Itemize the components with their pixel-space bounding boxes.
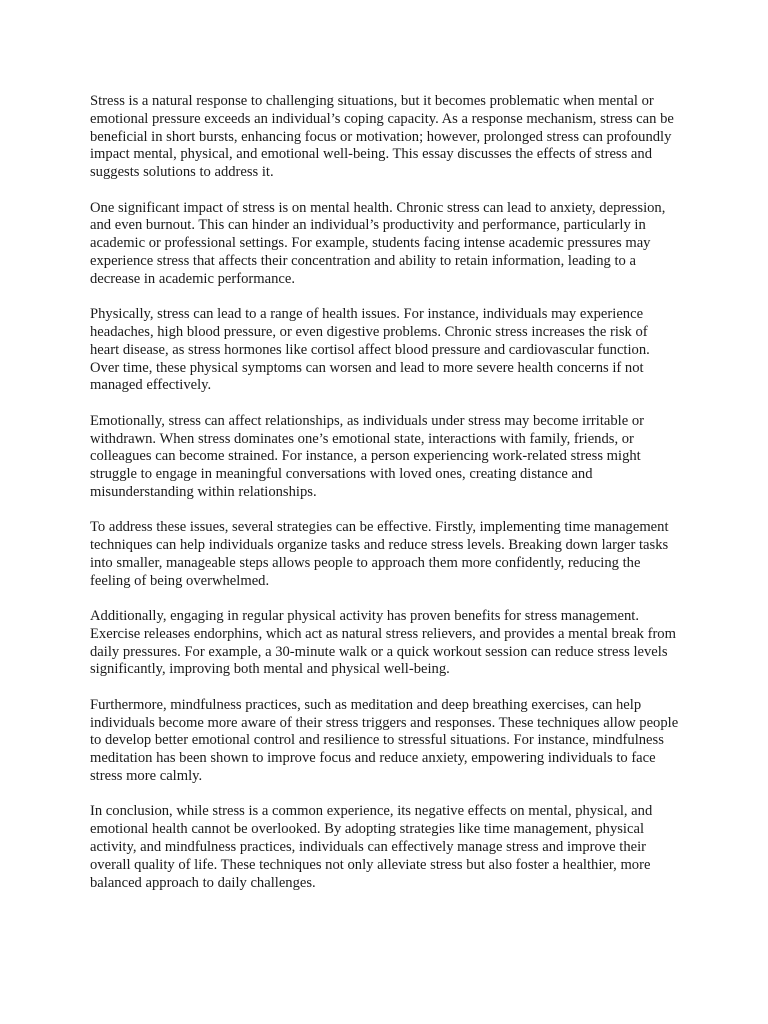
paragraph-physical-activity: Additionally, engaging in regular physical activity has proven benefits for stress management. Exercise releases endorphins, which act as natural stress relievers, and provides a mental break from daily pressures. For example, a 30-minute walk or a quick workout session can reduce stress levels significantly, improving both mental and physical well-being.: [90, 608, 676, 678]
paragraph-physical-health: Physically, stress can lead to a range of health issues. For instance, individuals may experience headaches, high blood pressure, or even digestive problems. Chronic stress increases the risk of heart disease, as stress hormones like cortisol affect blood pressure and cardiovascular function. Over time, these physical symptoms can worsen and lead to more severe health concerns if not managed effectively.: [90, 306, 650, 394]
paragraph-introduction: Stress is a natural response to challenging situations, but it becomes problematic when mental or emotional pressure exceeds an individual’s coping capacity. As a response mechanism, stress can be beneficial in short bursts, enhancing focus or motivation; however, prolonged stress can profoundly impact mental, physical, and emotional well-being. This essay discusses the effects of stress and suggests solutions to address it.: [90, 93, 674, 181]
paragraph-mindfulness: Furthermore, mindfulness practices, such as meditation and deep breathing exercises, can help individuals become more aware of their stress triggers and responses. These techniques allow people to develop better emotional control and resilience to stressful situations. For instance, mindfulness meditation has been shown to improve focus and reduce anxiety, empowering individuals to face stress more calmly.: [90, 696, 679, 785]
paragraph-emotional-health: Emotionally, stress can affect relationships, as individuals under stress may become irritable or withdrawn. When stress dominates one’s emotional state, interactions with family, friends, or colleagues can become strained. For instance, a person experiencing work-related stress might struggle to engage in meaningful conversations with loved ones, creating distance and misunderstanding within relationships.: [90, 412, 645, 500]
paragraph-time-management: To address these issues, several strategies can be effective. Firstly, implementing time management techniques can help individuals organize tasks and reduce stress levels. Breaking down larger tasks into smaller, manageable steps allows people to approach them more confidently, reducing the feeling of being overwhelmed.: [90, 519, 669, 589]
paragraph-mental-health: One significant impact of stress is on mental health. Chronic stress can lead to anxiety, depression, and even burnout. This can hinder an individual’s productivity and performance, particularly in academic or professional settings. For example, students facing intense academic pressures may experience stress that affects their concentration and ability to retain information, leading to a decrease in academic performance.: [90, 199, 666, 287]
essay-body: [90, 93, 680, 910]
paragraph-conclusion: In conclusion, while stress is a common experience, its negative effects on mental, physical, and emotional health cannot be overlooked. By adopting strategies like time management, physical activity, and mindfulness practices, individuals can effectively manage stress and improve their overall quality of life. These techniques not only alleviate stress but also foster a healthier, more balanced approach to daily challenges.: [90, 803, 653, 891]
